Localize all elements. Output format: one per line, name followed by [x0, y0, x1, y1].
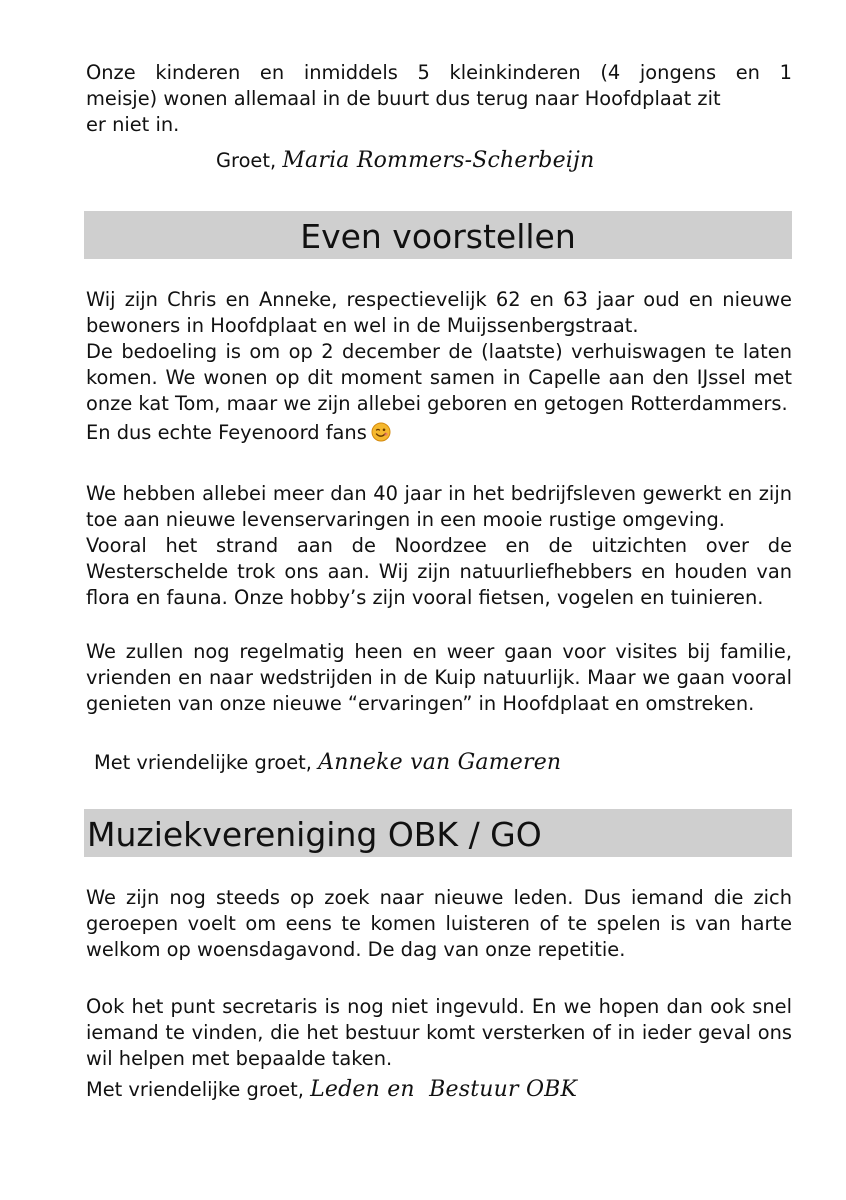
- section-heading-muziekvereniging: Muziekvereniging OBK / GO: [84, 809, 792, 857]
- muziek-p2-line-1: Ook het punt secretaris is nog niet ingevuld. En we hopen dan ook snel: [86, 995, 792, 1018]
- voorstellen-paragraph-1: [86, 287, 792, 446]
- winking-smiley-icon: [371, 422, 391, 442]
- muziek-p1-line-3: welkom op woensdagavond. De dag van onze repetitie.: [86, 938, 626, 961]
- muziek-paragraph-1: [86, 885, 792, 963]
- voorstellen-p1-line-4: komen. We wonen op dit moment samen in Capelle aan den IJssel met: [86, 366, 792, 389]
- voorstellen-closing: [94, 748, 800, 778]
- intro-greeting: [216, 146, 776, 176]
- muziek-p1-line-2: geroepen voelt om eens te komen luisteren of te spelen is van harte: [86, 912, 792, 935]
- voorstellen-p1-line-2: bewoners in Hoofdplaat en wel in de Muijssenbergstraat.: [86, 314, 639, 337]
- muziek-p2-line-2: iemand te vinden, die het bestuur komt versterken of in ieder geval ons: [86, 1021, 792, 1044]
- intro-line-1: Onze kinderen en inmiddels 5 kleinkinderen (4 jongens en 1: [86, 61, 792, 84]
- muziek-paragraph-2: [86, 994, 792, 1072]
- intro-greeting-word: Groet,: [216, 149, 277, 172]
- intro-paragraph: [86, 60, 792, 138]
- voorstellen-paragraph-3: [86, 639, 792, 717]
- muziek-closing-text: Met vriendelijke groet,: [86, 1078, 304, 1101]
- voorstellen-p3-line-3: genieten van onze nieuwe “ervaringen” in Hoofdplaat en omstreken.: [86, 692, 755, 715]
- voorstellen-p2-line-1: We hebben allebei meer dan 40 jaar in het bedrijfsleven gewerkt en zijn: [86, 482, 792, 505]
- voorstellen-paragraph-2: [86, 481, 792, 611]
- voorstellen-p1-line-5: onze kat Tom, maar we zijn allebei geboren en getogen Rotterdammers.: [86, 392, 788, 415]
- voorstellen-p2-line-2: toe aan nieuwe levenservaringen in een mooie rustige omgeving.: [86, 508, 725, 531]
- voorstellen-signature: Anneke van Gameren: [318, 750, 562, 775]
- voorstellen-p1-line-1: Wij zijn Chris en Anneke, respectievelijk 62 en 63 jaar oud en nieuwe: [86, 288, 792, 311]
- muziek-signature: Leden en Bestuur OBK: [310, 1077, 578, 1102]
- voorstellen-p1-line-6: [86, 420, 792, 446]
- intro-signature: Maria Rommers-Scherbeijn: [282, 148, 595, 173]
- muziek-p1-line-1: We zijn nog steeds op zoek naar nieuwe leden. Dus iemand die zich: [86, 886, 792, 909]
- voorstellen-p2-line-3: Vooral het strand aan de Noordzee en de uitzichten over de: [86, 534, 792, 557]
- muziek-p2-line-3: wil helpen met bepaalde taken.: [86, 1047, 393, 1070]
- voorstellen-p2-line-4: Westerschelde trok ons aan. Wij zijn natuurliefhebbers en houden van: [86, 560, 792, 583]
- feyenoord-fans-text: En dus echte Feyenoord fans: [86, 421, 367, 444]
- voorstellen-closing-text: Met vriendelijke groet,: [94, 751, 312, 774]
- voorstellen-p3-line-1: We zullen nog regelmatig heen en weer gaan voor visites bij familie,: [86, 640, 792, 663]
- intro-line-3: er niet in.: [86, 113, 180, 136]
- voorstellen-p1-line-3: De bedoeling is om op 2 december de (laatste) verhuiswagen te laten: [86, 340, 792, 363]
- intro-line-2: meisje) wonen allemaal in de buurt dus terug naar Hoofdplaat zit: [86, 87, 721, 110]
- muziek-closing: [86, 1075, 792, 1105]
- voorstellen-p2-line-5: flora en fauna. Onze hobby’s zijn vooral fietsen, vogelen en tuinieren.: [86, 586, 764, 609]
- voorstellen-p3-line-2: vrienden en naar wedstrijden in de Kuip natuurlijk. Maar we gaan vooral: [86, 666, 792, 689]
- section-heading-even-voorstellen: Even voorstellen: [84, 211, 792, 259]
